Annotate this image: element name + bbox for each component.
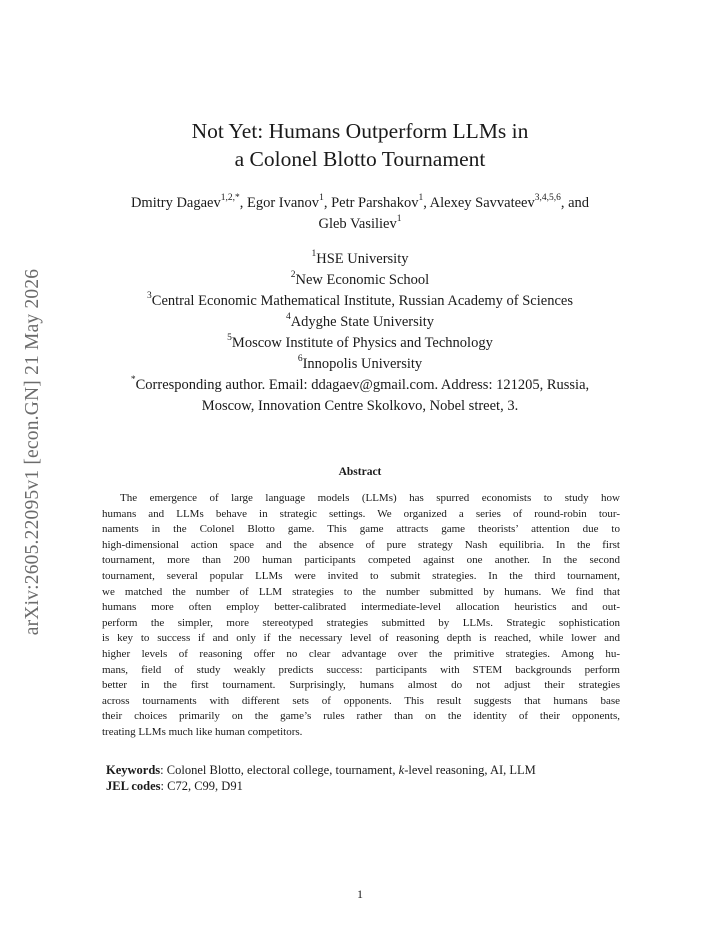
abstract-line: naments in the Colonel Blotto game. This game attracts game theorists’ attention due to bbox=[102, 523, 620, 536]
title-line-2: a Colonel Blotto Tournament bbox=[234, 147, 486, 171]
affiliation-item bbox=[0, 333, 720, 354]
keywords-text-before: : Colonel Blotto, electoral college, tournament, bbox=[160, 763, 399, 777]
jel-label: JEL codes bbox=[106, 779, 161, 793]
affiliation-item bbox=[0, 249, 720, 270]
abstract-line: The emergence of large language models (LLMs) has spurred economists to study how bbox=[120, 492, 620, 504]
author-affiliation-marker: 1,2,* bbox=[220, 193, 240, 204]
abstract-line: high-dimensional action space and the absence of pure strategy Nash equilibria. In the first bbox=[102, 538, 620, 551]
author-affiliation-marker: 1 bbox=[319, 193, 324, 204]
abstract-line: humans more often employ better-calibrated intermediate-level allocation heuristics and out- bbox=[102, 601, 620, 614]
abstract-line: we matched the number of LLM strategies to the number submitted by humans. We find that bbox=[102, 585, 620, 598]
abstract-line: tournament, several popular LLMs were invited to submit strategies. In the third tournament, bbox=[102, 569, 620, 582]
keywords-text-after: -level reasoning, AI, LLM bbox=[404, 763, 536, 777]
author-list bbox=[0, 193, 720, 235]
affiliation-marker: 6 bbox=[297, 354, 303, 365]
abstract-line: across tournaments with different sets of opponents. This result suggests that humans base bbox=[102, 694, 620, 707]
title-line-1: Not Yet: Humans Outperform LLMs in bbox=[191, 119, 529, 143]
affiliation-marker: 3 bbox=[147, 291, 152, 302]
author-name: Dmitry Dagaev bbox=[130, 195, 221, 211]
affiliation-name: Adyghe State University bbox=[290, 314, 435, 330]
author-name: Alexey Savvateev bbox=[429, 195, 535, 211]
abstract-line: their choices primarily on the game’s rules rather than on the identity of their opponents, bbox=[102, 710, 620, 723]
affiliation-name: Moscow Institute of Physics and Technology bbox=[231, 335, 493, 351]
author-name: Petr Parshakov bbox=[331, 195, 419, 211]
abstract-line: tournament, more than 200 human participants competed against one another. In the second bbox=[102, 554, 620, 567]
affiliation-name: Central Economic Mathematical Institute, Russian Academy of Sciences bbox=[151, 293, 573, 309]
keywords-block bbox=[106, 762, 626, 794]
author-name: Egor Ivanov bbox=[246, 195, 320, 211]
affiliation-item bbox=[0, 354, 720, 375]
affiliation-item bbox=[0, 312, 720, 333]
affiliation-item bbox=[0, 270, 720, 291]
author-name: Gleb Vasiliev bbox=[318, 216, 397, 232]
corresponding-author-line-1 bbox=[0, 375, 720, 396]
corresponding-author-line-2: Moscow, Innovation Centre Skolkovo, Nobel street, 3. bbox=[201, 398, 519, 414]
paper-title bbox=[0, 117, 720, 173]
affiliation-marker: 4 bbox=[285, 312, 291, 323]
affiliation-name: New Economic School bbox=[295, 272, 430, 288]
corresponding-text: Corresponding author. Email: ddagaev@gmail.com. Address: 121205, Russia, bbox=[135, 377, 590, 393]
authors-line-1: Dmitry Dagaev$^{1,2,*}$, Egor Ivanov$^1$, Petr Parshakov$^1$, Alexey Savvateev$^{3,4,5,6}$, and bbox=[130, 193, 590, 211]
keywords-label: Keywords bbox=[106, 763, 161, 777]
affiliation-name: Innopolis University bbox=[302, 356, 423, 372]
abstract-line: perform the simpler, more stereotyped strategies submitted by LLMs. Strategic sophistication bbox=[102, 616, 620, 629]
affiliation-name: HSE University bbox=[316, 251, 409, 267]
abstract-line: better in the first tournament. Surprisingly, humans almost do not adjust their strategies bbox=[102, 679, 620, 692]
authors-line-2 bbox=[0, 214, 720, 235]
affiliation-marker: 5 bbox=[227, 333, 232, 344]
affiliation-list bbox=[0, 249, 720, 417]
abstract-line: is key to success if and only if the necessary level of reasoning depth is reached, while lower and bbox=[102, 632, 620, 645]
corresponding-marker: * bbox=[130, 375, 136, 386]
abstract-heading: Abstract bbox=[338, 466, 382, 478]
abstract-body bbox=[102, 491, 620, 741]
author-affiliation-marker: 3,4,5,6 bbox=[534, 193, 561, 204]
jel-text: : C72, C99, D91 bbox=[160, 779, 243, 793]
jel-codes-line bbox=[106, 778, 626, 794]
author-affiliation-marker: 1 bbox=[418, 193, 424, 204]
page-number: 1 bbox=[357, 887, 363, 901]
affiliation-marker: 2 bbox=[290, 270, 296, 281]
affiliation-item bbox=[0, 291, 720, 312]
author-affiliation-marker: 1 bbox=[396, 214, 402, 225]
abstract-line: treating LLMs much like human competitors. bbox=[102, 725, 303, 738]
abstract-line: higher levels of reasoning offer no clear advantage over the primitive strategies. Among hu- bbox=[102, 647, 620, 660]
affiliation-marker: 1 bbox=[311, 249, 317, 260]
abstract-line: mans, field of study weakly predicts success: participants with STEM backgrounds perform bbox=[102, 663, 620, 676]
arxiv-identifier[interactable]: arXiv:2605.22095v1 [econ.GN] 21 May 2026 bbox=[22, 268, 43, 636]
keywords-line bbox=[106, 762, 626, 778]
keywords-italic: k bbox=[398, 763, 405, 777]
abstract-line: humans and LLMs behave in strategic settings. We organized a series of round-robin tour- bbox=[102, 507, 620, 520]
